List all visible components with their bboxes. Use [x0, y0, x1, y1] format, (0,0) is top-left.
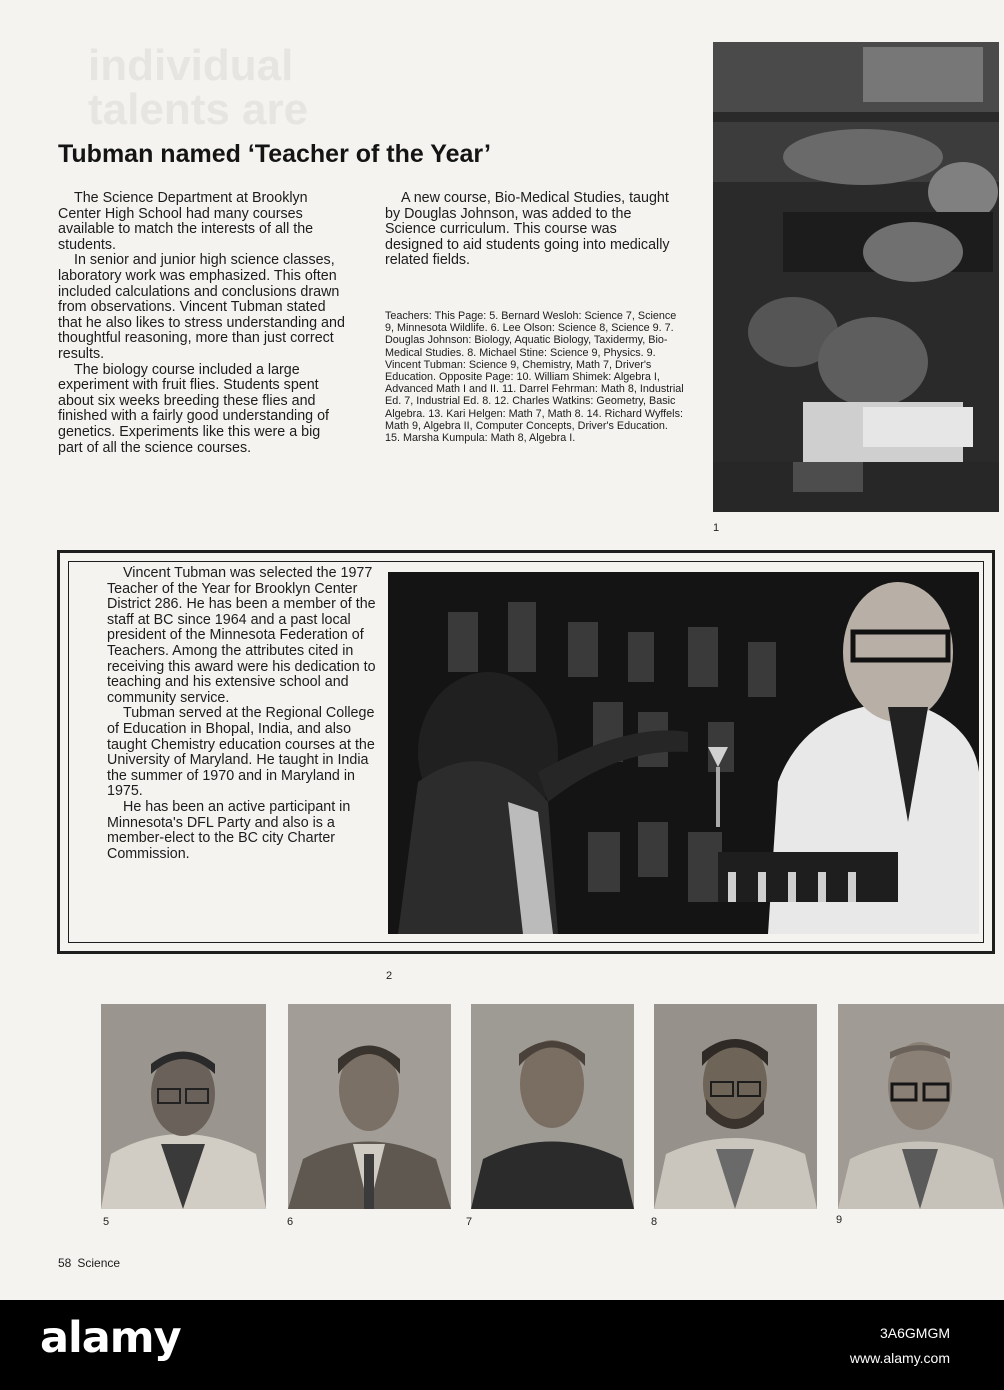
page-number: 58: [58, 1256, 72, 1270]
page-footer: [58, 1256, 120, 1270]
portrait-7: [471, 1004, 634, 1209]
image-id: 3A6GMGM: [879, 1325, 950, 1341]
chemistry-lab-photo: [388, 572, 979, 934]
paragraph: The Science Department at Brooklyn Center High School had many courses available to match the interests of all the students.: [58, 190, 314, 253]
teacher-credits: Teachers: This Page: 5. Bernard Wesloh: Science 7, Science 9, Minnesota Wildlife. 6. Lee Olson: Science 8, Science 9. 7. Douglas Johnson: Biology, Aquatic Biology, Taxidermy, Bio-Medical Studies. 8. Michael Stine: Science 9, Physics. 9. Vincent Tubman: Science 9, Chemistry, Math 7, Driver's Education. Opposite Page: 10. William Shimek: Algebra I, Advanced Math I and II. 11. Darrel Fehrman: Math 8, Industrial Ed. 7, Industrial Ed. 8. 12. Charles Watkins: Geometry, Basic Algebra. 13. Kari Helgen: Math 7, Math 8. 14. Richard Wyffels: Math 9, Algebra II, Computer Concepts, Driver's Education. 15. Marsha Kumpula: Math 8, Algebra I.: [385, 310, 684, 445]
paragraph: Tubman served at the Regional College of Education in Bhopal, India, and also taught Chemistry education courses at the University of Maryland. He taught in India the summer of 1970 and in Maryland in 1975.: [107, 705, 375, 800]
paragraph: Vincent Tubman was selected the 1977 Teacher of the Year for Brooklyn Center District 286. He has been a member of the staff at BC since 1964 and a past local president of the Minnesota Federation of Teachers. Among the attributes cited in receiving this award were his dedication to teaching and his extensive school and community service.: [107, 565, 376, 706]
paragraph: In senior and junior high science classes, laboratory work was emphasized. This often included calculations and conclusions drawn from observations. Vincent Tubman stated that he also likes to stress understanding and thoughtful reasoning, more than just correct results.: [58, 252, 345, 362]
classroom-photo: [713, 42, 999, 512]
portrait-number-8: 8: [651, 1216, 658, 1228]
page-title: Tubman named ‘Teacher of the Year’: [58, 140, 491, 168]
paragraph: The biology course included a large experiment with fruit flies. Students spent about six weeks breeding these flies and finished with a fairly good understanding of genetics. Experiments like this were a big part of all the science courses.: [58, 361, 330, 456]
article-column-1: [58, 191, 346, 456]
portrait-number-7: 7: [466, 1216, 473, 1228]
portrait-number-5: 5: [103, 1216, 110, 1228]
ghost-line-1: individual: [88, 41, 294, 90]
photo-number-1: 1: [713, 522, 720, 534]
paragraph: A new course, Bio-Medical Studies, taught by Douglas Johnson, was added to the Science curriculum. This course was designed to aid students going into medically related fields.: [385, 190, 670, 269]
bleed-through-text: [88, 41, 309, 134]
photo-number-2: 2: [386, 970, 393, 982]
feature-box-text: [107, 566, 377, 862]
paragraph: He has been an active participant in Minnesota's DFL Party and also is a member-elect to the BC city Charter Commission.: [107, 798, 351, 862]
portrait-number-9: 9: [836, 1214, 843, 1226]
portrait-number-6: 6: [287, 1216, 294, 1228]
portrait-9: [838, 1004, 1004, 1209]
portrait-8: [654, 1004, 817, 1209]
section-name: Science: [77, 1256, 121, 1270]
ghost-line-2: talents are: [88, 85, 309, 134]
portrait-6: [288, 1004, 451, 1209]
alamy-logo: alamy: [40, 1313, 181, 1363]
article-column-2: [385, 191, 673, 269]
portrait-5: [101, 1004, 266, 1209]
watermark-url: www.alamy.com: [849, 1350, 950, 1366]
